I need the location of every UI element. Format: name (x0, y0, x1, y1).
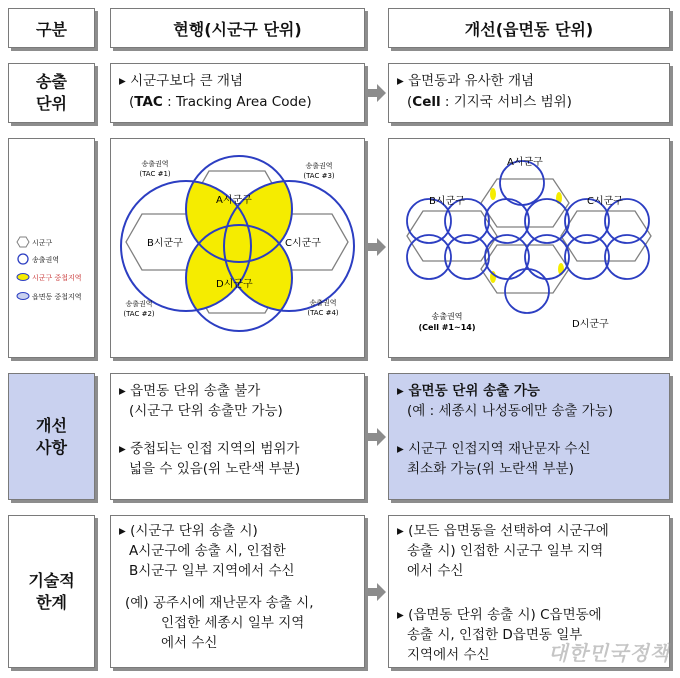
improve-improved-p1-l2: (예 : 세종시 나성동에만 송출 가능) (407, 403, 614, 419)
improve-current-p2-l2: 넓을 수 있음(위 노란색 부분) (129, 461, 301, 477)
header-current-text: 현행(시군구 단위) (173, 19, 302, 39)
header-improved (388, 8, 670, 48)
arrow-right-icon (368, 84, 386, 102)
limit-improved-p2: ▸ (읍면동 단위 송출 시) C읍면동에 (397, 607, 602, 623)
diagram-current (111, 139, 366, 359)
diagram-current-box (110, 138, 365, 358)
row-unit-current (110, 63, 365, 123)
row-improve-label-line1: 개선 (36, 415, 67, 435)
limit-current-p1-l2: A시군구에 송출 시, 인접한 (129, 543, 286, 559)
region-b-label: B시군구 (429, 196, 465, 207)
tac2-id: (TAC #2) (123, 310, 155, 318)
legend-yellow-icon (17, 274, 29, 281)
region-a-label: A시군구 (507, 157, 543, 168)
tac2-label: 송출권역 (125, 300, 153, 308)
row-unit-current-line1: ▸ 시군구보다 큰 개념 (119, 73, 243, 89)
header-category (8, 8, 95, 48)
cell-label: 송출권역 (431, 312, 463, 321)
improve-current-p1-l2: (시군구 단위 송출만 가능) (129, 403, 283, 419)
improve-improved-p1: ▸ 읍면동 단위 송출 가능 (397, 383, 540, 399)
cell-desc: : 기지국 서비스 범위) (440, 94, 572, 110)
row-unit-improved-text1: 읍면동과 유사한 개념 (408, 73, 535, 89)
arrow-right-icon (368, 428, 386, 446)
legend-circle-icon (18, 254, 28, 264)
diagram-improved (389, 139, 671, 359)
row-unit-current-line2: (TAC : Tracking Area Code) (129, 94, 312, 110)
row-unit-label-line1: 송출 (36, 72, 67, 91)
row-unit-current-text1: 시군구보다 큰 개념 (130, 73, 243, 89)
limit-current-p1: ▸ (시군구 단위 송출 시) (119, 523, 258, 539)
limit-improved-p2-l1: (읍면동 단위 송출 시) C읍면동에 (408, 607, 602, 623)
region-a-label: A시군구 (216, 195, 252, 206)
improve-current-p1-l1: 읍면동 단위 송출 불가 (130, 383, 261, 399)
limit-improved-p2-l3: 지역에서 수신 (407, 647, 490, 663)
improve-current-p2-l1: 중첩되는 인접 지역의 범위가 (130, 441, 300, 457)
legend-hexagon-label: 시군구 (32, 239, 53, 247)
row-unit-label-line2: 단위 (36, 94, 67, 113)
tac3-id: (TAC #3) (303, 172, 335, 180)
limit-improved-p1-l2: 송출 시) 인접한 시군구 일부 지역 (407, 543, 604, 559)
row-limit-label-line2: 한계 (36, 592, 67, 612)
limit-current-p1-l3: B시군구 일부 지역에서 수신 (129, 563, 295, 579)
legend (9, 139, 96, 359)
arrow-right-icon (368, 583, 386, 601)
row-limit-label-line1: 기술적 (28, 570, 75, 590)
limit-current-p2-l3: 에서 수신 (161, 635, 218, 651)
cell-id: (Cell #1~14) (418, 323, 476, 332)
legend-yellow-label: 시군구 중첩지역 (32, 274, 82, 282)
limit-improved-p1: ▸ (모든 읍면동을 선택하여 시군구에 (397, 523, 609, 539)
row-limit-label (8, 515, 95, 668)
tac1-label: 송출권역 (141, 160, 169, 168)
improve-improved-p1-l1: 읍면동 단위 송출 가능 (408, 383, 540, 399)
row-improve-current (110, 373, 365, 500)
legend-circle-label: 송출권역 (32, 256, 60, 264)
limit-improved-p1-l3: 에서 수신 (407, 563, 464, 579)
header-category-text: 구분 (36, 19, 67, 39)
limit-improved-p2-l2: 송출 시, 인접한 D읍면동 일부 (407, 627, 583, 643)
row-improve-label-line2: 사항 (36, 437, 67, 457)
legend-blue-icon (17, 293, 29, 300)
improve-current-p1: ▸ 읍면동 단위 송출 불가 (119, 383, 261, 399)
row-improve-label (8, 373, 95, 500)
improve-current-p2: ▸ 중첩되는 인접 지역의 범위가 (119, 441, 300, 457)
limit-current-p2-l2: 인접한 세종시 일부 지역 (161, 615, 305, 631)
row-unit-improved-line1: ▸ 읍면동과 유사한 개념 (397, 73, 535, 89)
legend-hexagon-icon (17, 237, 29, 247)
cell-circles (407, 161, 649, 313)
region-d-label: D시군구 (572, 319, 609, 330)
cell-term: Cell (412, 94, 441, 110)
watermark: 대한민국정책 (548, 641, 670, 665)
row-limit-current (110, 515, 365, 668)
limit-current-p2-l1: (예) 공주시에 재난문자 송출 시, (125, 595, 314, 611)
legend-blue-label: 읍면동 중첩지역 (32, 293, 82, 301)
tac4-label: 송출권역 (309, 299, 337, 307)
region-c-label: C시군구 (587, 196, 623, 207)
tac1-id: (TAC #1) (139, 170, 171, 178)
legend-box (8, 138, 95, 358)
row-unit-label (8, 63, 95, 123)
limit-improved-p1-l1: (모든 읍면동을 선택하여 시군구에 (408, 523, 609, 539)
tac-desc: : Tracking Area Code) (162, 94, 312, 110)
header-current (110, 8, 365, 48)
arrow-right-icon (368, 238, 386, 256)
tac3-label: 송출권역 (305, 162, 333, 170)
region-b-label: B시군구 (147, 238, 183, 249)
diagram-improved-box (388, 138, 670, 358)
header-improved-text: 개선(읍면동 단위) (464, 19, 594, 39)
region-d-label: D시군구 (216, 279, 253, 290)
tac-term: TAC (134, 94, 163, 110)
row-unit-improved-line2: (Cell : 기지국 서비스 범위) (407, 94, 572, 110)
limit-current-p1-l1: (시군구 단위 송출 시) (130, 523, 258, 539)
improve-improved-p2: ▸ 시군구 인접지역 재난문자 수신 (397, 441, 591, 457)
improve-improved-p2-l2: 최소화 가능(위 노란색 부분) (407, 461, 574, 477)
row-improve-improved (388, 373, 670, 500)
row-unit-improved (388, 63, 670, 123)
region-c-label: C시군구 (285, 238, 321, 249)
improve-improved-p2-l1: 시군구 인접지역 재난문자 수신 (408, 441, 591, 457)
tac4-id: (TAC #4) (307, 309, 339, 317)
